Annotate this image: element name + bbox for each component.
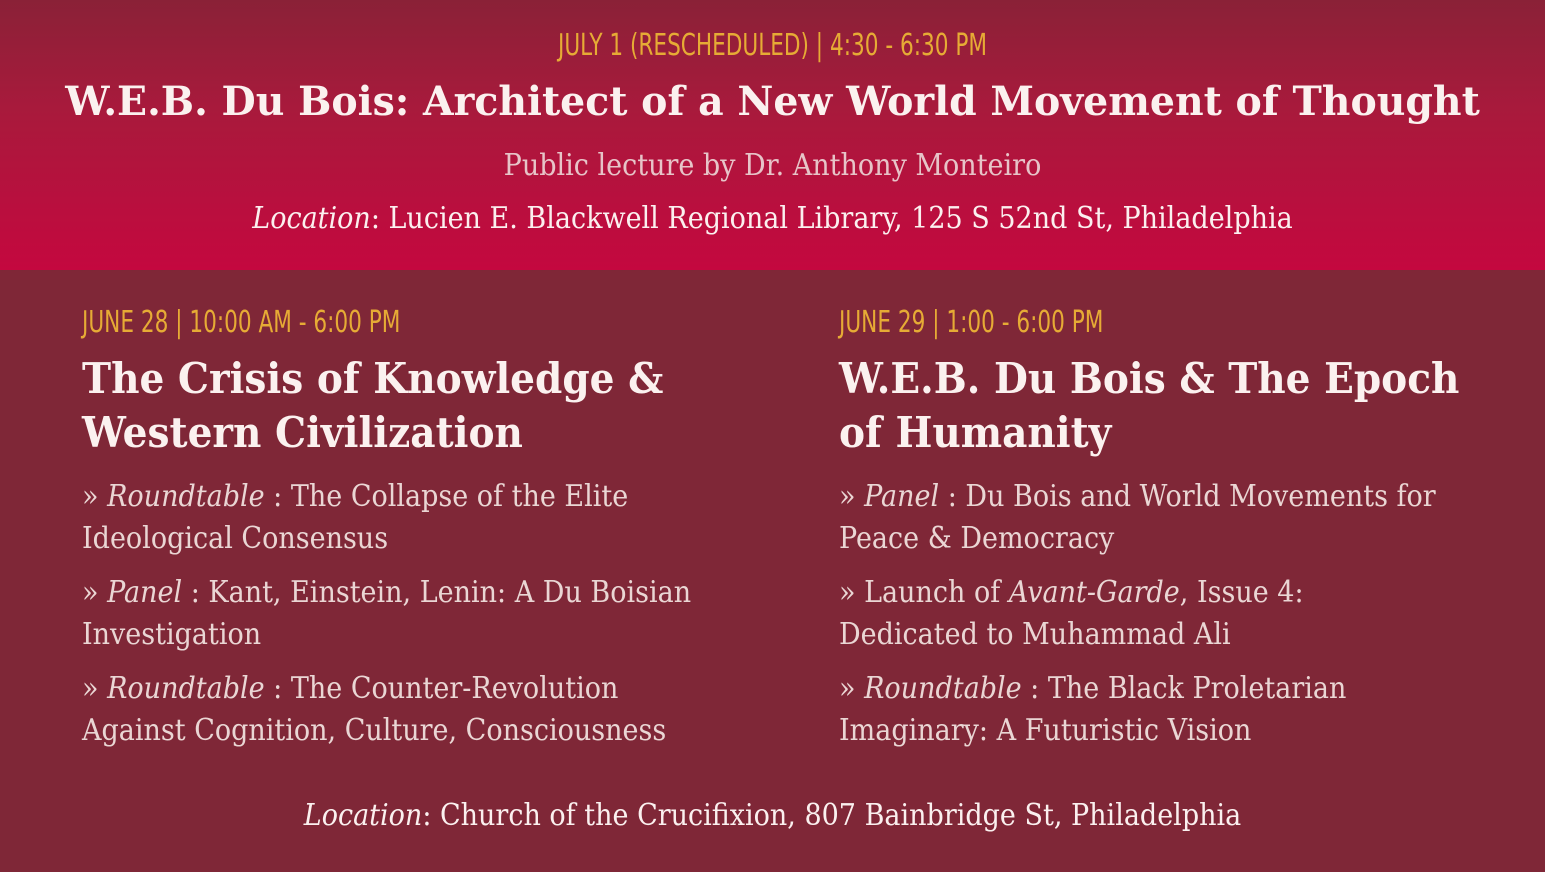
event-title [839, 352, 1527, 460]
bullet-marker: » [82, 479, 108, 514]
publication-title: Avant-Garde [1008, 575, 1180, 610]
event-date: JUNE 28 | 10:00 AM - 6:00 PM [82, 305, 401, 340]
session-text: Investigation [82, 617, 262, 652]
lecture-date: JULY 1 (RESCHEDULED) | 4:30 - 6:30 PM [557, 28, 988, 63]
session-type: Roundtable [107, 671, 265, 706]
session-item [82, 668, 784, 752]
event-column-june-28 [82, 305, 782, 764]
session-item [839, 572, 1541, 656]
session-type: Panel [864, 479, 940, 514]
conference-location [77, 798, 1468, 833]
event-title-line: Western Civilization [82, 408, 523, 457]
session-text: , Issue 4: [1179, 575, 1304, 610]
session-text: : Kant, Einstein, Lenin: A Du Boisian [182, 575, 692, 610]
lecture-subtitle: Public lecture by Dr. Anthony Monteiro [503, 148, 1042, 183]
session-text: Ideological Consensus [82, 521, 389, 556]
bullet-marker: » [839, 671, 865, 706]
bullet-marker: » [82, 671, 108, 706]
session-text: : The Counter-Revolution [264, 671, 619, 706]
session-list [839, 476, 1529, 752]
session-list [82, 476, 782, 752]
session-text: Peace & Democracy [839, 521, 1115, 556]
session-type: Panel [107, 575, 183, 610]
event-title-line: The Crisis of Knowledge & [82, 354, 664, 403]
session-text: Imaginary: A Futuristic Vision [839, 713, 1252, 748]
session-text: Dedicated to Muhammad Ali [839, 617, 1231, 652]
event-title [82, 352, 770, 460]
location-label: Location [303, 798, 423, 833]
session-item [82, 476, 784, 560]
location-value: : Church of the Crucifixion, 807 Bainbridge St, Philadelphia [422, 798, 1242, 833]
session-text: : Du Bois and World Movements for [939, 479, 1436, 514]
bullet-marker: » [839, 575, 865, 610]
event-title-line: W.E.B. Du Bois & The Epoch [839, 354, 1460, 403]
event-title-line: of Humanity [839, 408, 1112, 457]
bullet-marker: » [82, 575, 108, 610]
session-item [82, 572, 784, 656]
session-item [839, 668, 1541, 752]
session-text: : The Black Proletarian [1021, 671, 1347, 706]
session-text: Against Cognition, Culture, Consciousness [82, 713, 667, 748]
session-text: : The Collapse of the Elite [264, 479, 629, 514]
lecture-title: W.E.B. Du Bois: Architect of a New World Movement of Thought [65, 78, 1480, 125]
bullet-marker: » [839, 479, 865, 514]
session-type: Roundtable [864, 671, 1022, 706]
lecture-location [77, 201, 1468, 236]
location-label: Location [252, 201, 371, 236]
session-item [839, 476, 1541, 560]
event-column-june-29 [839, 305, 1529, 764]
session-type: Roundtable [107, 479, 265, 514]
event-date: JUNE 29 | 1:00 - 6:00 PM [839, 305, 1104, 340]
session-text: Launch of [864, 575, 1009, 610]
location-value: : Lucien E. Blackwell Regional Library, 125 S 52nd St, Philadelphia [370, 201, 1293, 236]
